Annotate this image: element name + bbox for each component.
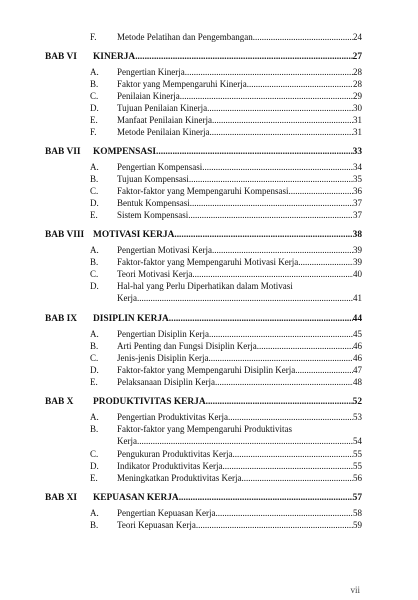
entry-title: Pengertian Kepuasan Kerja — [117, 508, 216, 518]
page-ref: 52 — [352, 396, 362, 407]
dot-leader — [190, 197, 353, 209]
page-ref: 28 — [353, 67, 362, 77]
toc-entry — [90, 519, 362, 531]
entry-title: Pengertian Kompensasi — [117, 162, 203, 172]
dot-leader — [169, 313, 353, 325]
dot-leader — [179, 492, 353, 504]
page-ref: 35 — [353, 174, 362, 184]
entry-title: Metode Penilaian Kinerja — [117, 127, 210, 137]
page-ref: 30 — [353, 103, 362, 113]
page-ref: 48 — [353, 377, 362, 387]
page-ref: 54 — [353, 436, 362, 446]
entry-letter: F. — [90, 32, 97, 42]
dot-leader — [202, 161, 353, 173]
toc-entry — [90, 376, 362, 388]
entry-letter: E. — [90, 210, 98, 220]
entry-letter: B. — [90, 520, 99, 530]
entry-letter: D. — [90, 461, 99, 471]
entry-letter: C. — [90, 186, 99, 196]
dot-leader — [295, 364, 353, 376]
dot-leader — [253, 31, 353, 43]
toc-entry — [90, 460, 362, 472]
toc-entry — [90, 352, 362, 364]
dot-leader — [241, 472, 353, 484]
dot-leader — [289, 185, 353, 197]
entry-title: Penilaian Kinerja — [117, 91, 180, 101]
dot-leader — [212, 244, 353, 256]
entry-title: Faktor yang Mempengaruhi Kinerja — [117, 79, 247, 89]
dot-leader — [228, 411, 353, 423]
page-ref: 39 — [353, 257, 362, 267]
dot-leader — [185, 66, 353, 78]
toc-entry — [90, 244, 362, 256]
entry-letter: E. — [90, 115, 98, 125]
toc-entry — [90, 114, 362, 126]
page-ref: 41 — [353, 293, 362, 303]
entry-letter: B. — [90, 174, 99, 184]
chapter-number: BAB IX — [45, 313, 78, 324]
toc-entry — [90, 209, 362, 221]
page-ref: 57 — [352, 492, 362, 503]
toc-entry — [90, 268, 362, 280]
chapter-number: BAB X — [45, 396, 74, 407]
toc-entry — [90, 66, 362, 78]
dot-leader — [206, 396, 353, 408]
entry-letter: E. — [90, 377, 98, 387]
dot-leader — [207, 102, 353, 114]
dot-leader — [232, 448, 353, 460]
entry-title: Faktor-faktor yang Mempengaruhi Disiplin Kerja — [117, 365, 296, 375]
dot-leader — [189, 173, 353, 185]
entry-title: Pengertian Disiplin Kerja — [117, 329, 209, 339]
entry-letter: D. — [90, 198, 99, 208]
chapter-title: DISIPLIN KERJA — [93, 313, 169, 324]
toc-chapter — [45, 51, 362, 63]
entry-title: Sistem Kompensasi — [117, 210, 189, 220]
dot-leader — [180, 90, 353, 102]
entry-title: Arti Penting dan Fungsi Disiplin Kerja — [117, 341, 257, 351]
toc-entry — [90, 411, 362, 423]
page-ref: 27 — [352, 51, 362, 62]
entry-title: Indikator Produktivitas Kerja — [117, 461, 223, 471]
toc-entry — [90, 78, 362, 90]
toc-entry — [90, 364, 362, 376]
dot-leader — [247, 78, 353, 90]
entry-title: Jenis-jenis Disiplin Kerja — [117, 353, 209, 363]
entry-title: Pengertian Kinerja — [117, 67, 185, 77]
entry-letter: D. — [90, 365, 99, 375]
chapter-number: BAB VIII — [45, 229, 85, 240]
entry-letter: B. — [90, 79, 99, 89]
page-ref: 59 — [353, 520, 362, 530]
page-number: vii — [350, 585, 360, 595]
chapter-number: BAB VI — [45, 51, 77, 62]
dot-leader — [135, 51, 352, 63]
page-ref: 40 — [353, 269, 362, 279]
toc-entry — [90, 340, 362, 352]
entry-letter: A. — [90, 329, 99, 339]
entry-title: Pengertian Produktivitas Kerja — [117, 412, 228, 422]
toc-entry — [90, 126, 362, 138]
entry-letter: B. — [90, 257, 99, 267]
page-ref: 58 — [353, 508, 362, 518]
chapter-number: BAB XI — [45, 492, 78, 503]
entry-title: Faktor-faktor yang Mempengaruhi Motivasi Kerja — [117, 257, 299, 267]
entry-letter: A. — [90, 412, 99, 422]
toc-chapter — [45, 229, 362, 241]
toc-entry — [90, 161, 362, 173]
dot-leader — [215, 376, 353, 388]
page-ref: 56 — [353, 473, 362, 483]
entry-title: Kerja — [117, 436, 137, 446]
entry-letter: A. — [90, 162, 99, 172]
page-ref: 45 — [353, 329, 362, 339]
toc-entry — [90, 185, 362, 197]
toc-entry — [90, 173, 362, 185]
page-ref: 39 — [353, 245, 362, 255]
page-ref: 37 — [353, 210, 362, 220]
entry-letter: D. — [90, 281, 99, 291]
chapter-title: PRODUKTIVITAS KERJA — [93, 396, 206, 407]
entry-title: Meningkatkan Produktivitas Kerja — [117, 473, 242, 483]
entry-title: Kerja — [117, 293, 137, 303]
page-ref: 55 — [353, 461, 362, 471]
toc-chapter — [45, 146, 362, 158]
toc-entry — [90, 423, 362, 447]
chapter-title: KOMPENSASI — [93, 146, 157, 157]
dot-leader — [209, 328, 353, 340]
dot-leader — [222, 460, 353, 472]
toc-entry — [90, 448, 362, 460]
dot-leader — [209, 126, 353, 138]
page-ref: 46 — [353, 341, 362, 351]
page-ref: 34 — [353, 162, 362, 172]
page-ref: 29 — [353, 91, 362, 101]
chapter-number: BAB VII — [45, 146, 81, 157]
page-ref: 53 — [353, 412, 362, 422]
toc-chapter — [45, 313, 362, 325]
dot-leader — [137, 435, 353, 447]
dot-leader — [257, 340, 353, 352]
entry-title-first-line: Hal-hal yang Perlu Diperhatikan dalam Motivasi — [117, 281, 293, 291]
entry-letter: C. — [90, 269, 99, 279]
entry-title: Tujuan Penilaian Kinerja — [117, 103, 208, 113]
dot-leader — [192, 268, 353, 280]
entry-title: Pengukuran Produktivitas Kerja — [117, 449, 233, 459]
entry-title: Metode Pelatihan dan Pengembangan — [117, 32, 253, 42]
entry-letter: A. — [90, 245, 99, 255]
page-ref: 24 — [353, 32, 362, 42]
dot-leader — [209, 352, 354, 364]
page-ref: 38 — [352, 229, 362, 240]
toc-entry — [90, 328, 362, 340]
dot-leader — [174, 229, 352, 241]
entry-letter: F. — [90, 127, 97, 137]
dot-leader — [196, 519, 353, 531]
page-ref: 46 — [353, 353, 362, 363]
toc-entry — [90, 472, 362, 484]
dot-leader — [188, 209, 353, 221]
toc-entry — [90, 197, 362, 209]
dot-leader — [215, 507, 353, 519]
dot-leader — [212, 114, 353, 126]
page-ref: 31 — [353, 127, 362, 137]
entry-title: Faktor-faktor yang Mempengaruhi Kompensasi — [117, 186, 289, 196]
toc-entry — [90, 102, 362, 114]
dot-leader — [156, 146, 353, 158]
entry-title: Teori Kepuasan Kerja — [117, 520, 196, 530]
entry-letter: C. — [90, 449, 99, 459]
page-ref: 33 — [352, 146, 362, 157]
entry-title-first-line: Faktor-faktor yang Mempengaruhi Produktivitas — [117, 424, 293, 434]
page-ref: 37 — [353, 198, 362, 208]
toc-entry — [90, 31, 362, 43]
toc-chapter — [45, 492, 362, 504]
entry-letter: C. — [90, 353, 99, 363]
page-ref: 28 — [353, 79, 362, 89]
entry-title: Teori Motivasi Kerja — [117, 269, 193, 279]
entry-letter: A. — [90, 67, 99, 77]
toc-chapter — [45, 396, 362, 408]
dot-leader — [137, 292, 353, 304]
entry-letter: B. — [90, 341, 99, 351]
entry-title: Pelaksanaan Disiplin Kerja — [117, 377, 215, 387]
chapter-title: KEPUASAN KERJA — [93, 492, 179, 503]
page-ref: 47 — [353, 365, 362, 375]
entry-title: Bentuk Kompensasi — [117, 198, 190, 208]
page-ref: 44 — [352, 313, 362, 324]
page-ref: 55 — [353, 449, 362, 459]
entry-letter: C. — [90, 91, 99, 101]
entry-letter: B. — [90, 424, 99, 434]
entry-letter: A. — [90, 508, 99, 518]
entry-title: Pengertian Motivasi Kerja — [117, 245, 212, 255]
page-ref: 36 — [353, 186, 362, 196]
dot-leader — [298, 256, 353, 268]
chapter-title: KINERJA — [93, 51, 136, 62]
toc-entry — [90, 507, 362, 519]
entry-title: Manfaat Penilaian Kinerja — [117, 115, 212, 125]
chapter-title: MOTIVASI KERJA — [93, 229, 175, 240]
entry-title: Tujuan Kompensasi — [117, 174, 189, 184]
toc-entry — [90, 256, 362, 268]
toc-entry — [90, 280, 362, 304]
entry-letter: D. — [90, 103, 99, 113]
toc-entry — [90, 90, 362, 102]
page-ref: 31 — [353, 115, 362, 125]
entry-letter: E. — [90, 473, 98, 483]
